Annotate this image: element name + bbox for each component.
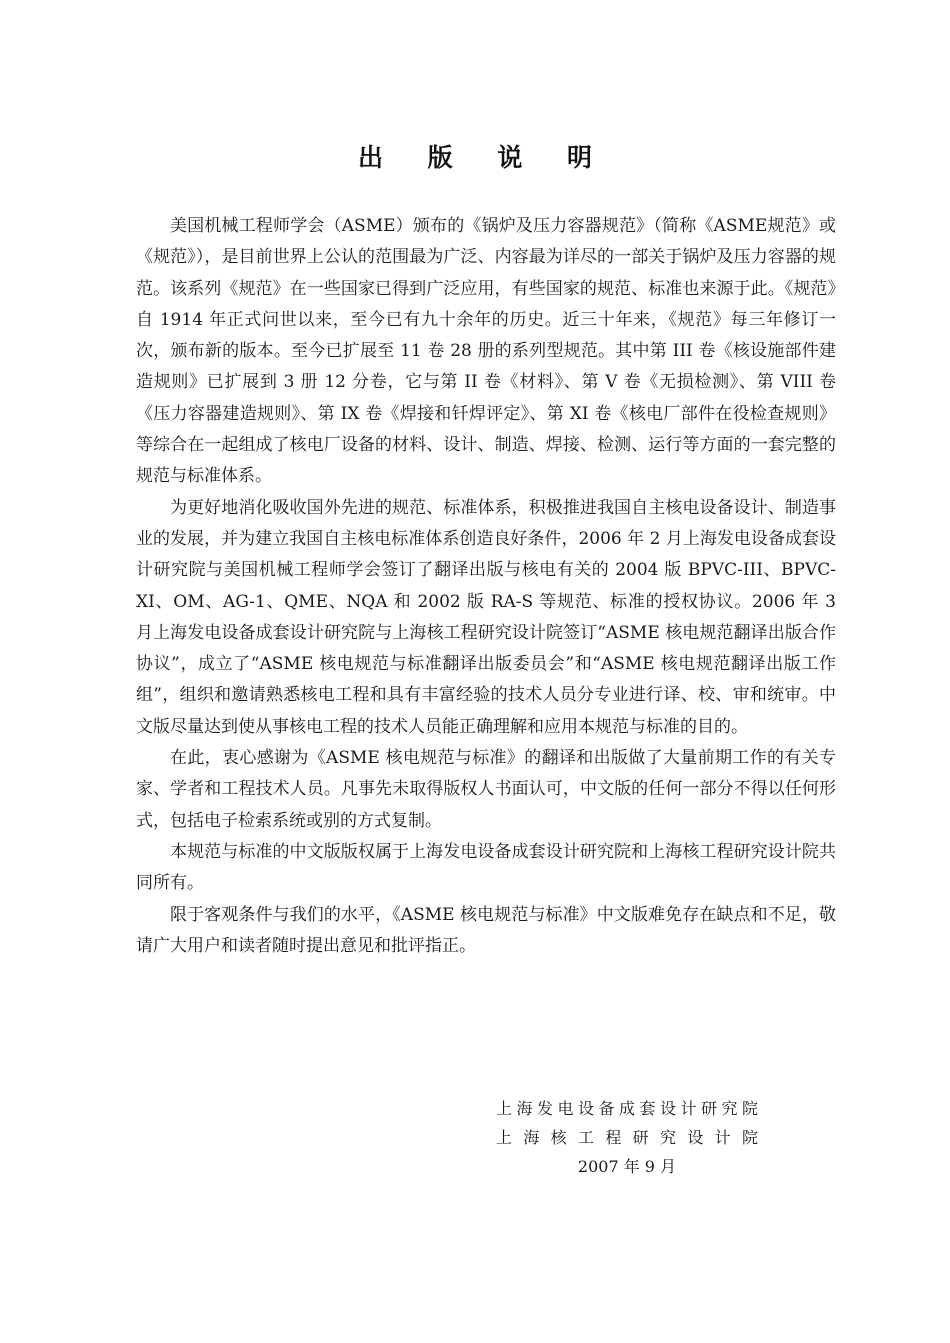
- signature-date: 2007 年 9 月: [577, 1157, 677, 1176]
- signature-block: [496, 1094, 758, 1181]
- paragraph-1: 美国机械工程师学会（ASME）颁布的《锅炉及压力容器规范》（简称《ASME规范》或《规范》），是目前世界上公认的范围最为广泛、内容最为详尽的一部关于锅炉及压力容器的规范。该系列《规范》在一些国家已得到广泛应用，有些国家的规范、标准也来源于此。《规范》自 1914 年正式问世以来，至今已有九十余年的历史。近三十年来，《规范》每三年修订一次，颁布新的版本。至今已扩展至 11 卷 28 册的系列型规范。其中第 III 卷《核设施部件建造规则》已扩展到 3 册 12 分卷，它与第 II 卷《材料》、第 V 卷《无损检测》、第 VIII 卷《压力容器建造规则》、第 IX 卷《焊接和钎焊评定》、第 XI 卷《核电厂部件在役检查规则》等综合在一起组成了核电厂设备的材料、设计、制造、焊接、检测、运行等方面的一套完整的规范与标准体系。: [136, 216, 836, 487]
- body-text: [136, 211, 836, 962]
- signature-org-1: 上海发电设备成套设计研究院: [496, 1099, 758, 1118]
- paragraph-3: 在此，衷心感谢为《ASME 核电规范与标准》的翻译和出版做了大量前期工作的有关专家、学者和工程技术人员。凡事先未取得版权人书面认可，中文版的任何一部分不得以任何形式，包括电子检索系统或别的方式复制。: [136, 748, 836, 831]
- page-title: 出 版 说 明: [357, 143, 611, 172]
- paragraph-5: 限于客观条件与我们的水平，《ASME 核电规范与标准》中文版难免存在缺点和不足，敬请广大用户和读者随时提出意见和批评指正。: [136, 904, 836, 956]
- signature-org-2: 上海核工程研究设计院: [496, 1128, 758, 1147]
- paragraph-4: 本规范与标准的中文版版权属于上海发电设备成套设计研究院和上海核工程研究设计院共同所有。: [136, 841, 836, 894]
- paragraph-2: 为更好地消化吸收国外先进的规范、标准体系，积极推进我国自主核电设备设计、制造事业的发展，并为建立我国自主核电标准体系创造良好条件，2006 年 2 月上海发电设备成套设计研究院与美国机械工程师学会签订了翻译出版与核电有关的 2004 版 BPVC-III、BPVC-XI、OM、AG-1、QME、NQA 和 2002 版 RA-S 等规范、标准的授权协议。2006 年 3 月上海发电设备成套设计研究院与上海核工程研究设计院签订“ASME 核电规范翻译出版合作协议”，成立了“ASME 核电规范与标准翻译出版委员会”和“ASME 核电规范翻译出版工作组”，组织和邀请熟悉核电工程和具有丰富经验的技术人员分专业进行译、校、审和统审。中文版尽量达到使从事核电工程的技术人员能正确理解和应用本规范与标准的目的。: [136, 497, 836, 737]
